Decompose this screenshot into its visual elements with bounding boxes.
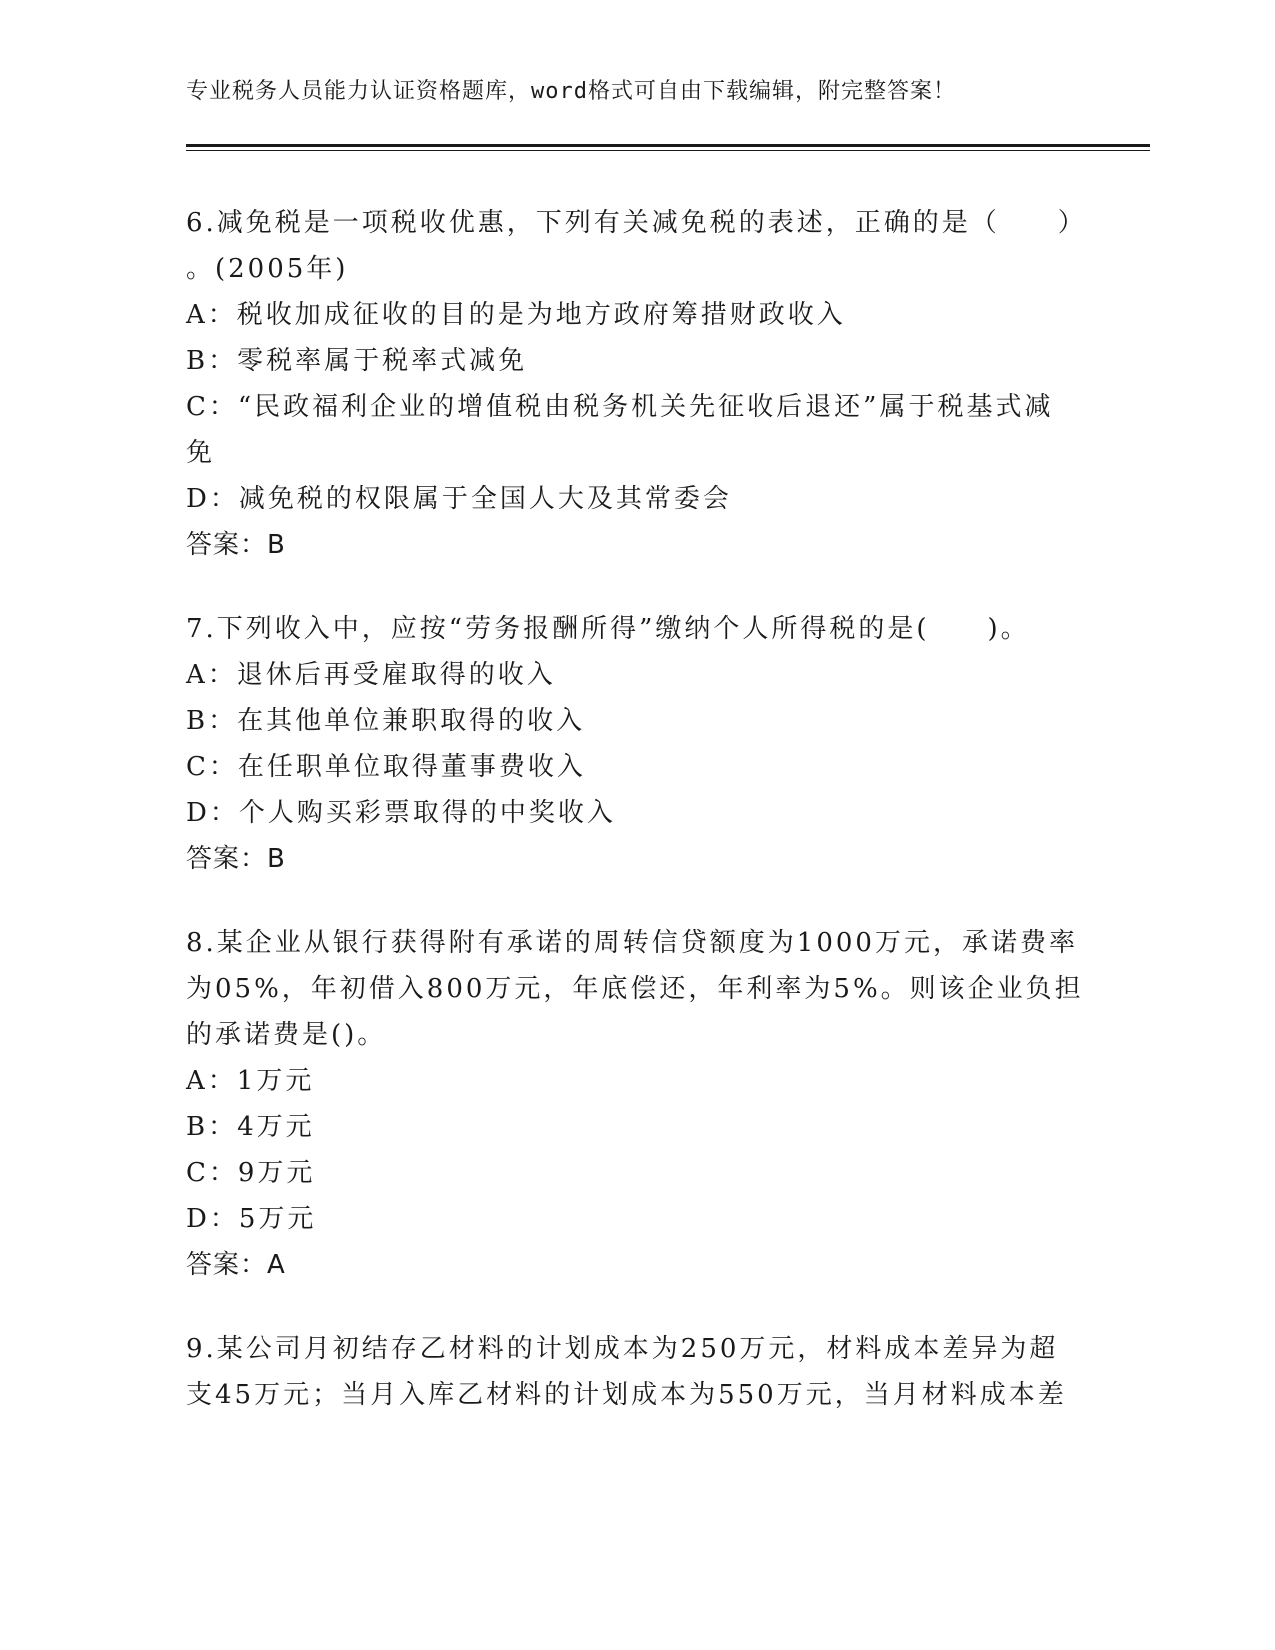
question-stem: 。(2005年) <box>186 254 349 284</box>
question-stem: 9.某公司月初结存乙材料的计划成本为250万元，材料成本差异为超 <box>186 1334 1059 1364</box>
page-header: 专业税务人员能力认证资格题库，word格式可自由下载编辑，附完整答案！ <box>186 79 956 104</box>
answer: 答案：B <box>186 530 286 560</box>
option-d: D：减免税的权限属于全国人大及其常委会 <box>186 484 732 514</box>
option-c: C：在任职单位取得董事费收入 <box>186 752 586 782</box>
question-stem: 6.减免税是一项税收优惠，下列有关减免税的表述，正确的是（ ） <box>186 208 1087 238</box>
option-c-continued: 免 <box>186 438 216 468</box>
question-stem: 为05%，年初借入800万元，年底偿还，年利率为5%。则该企业负担 <box>186 974 1084 1004</box>
question-stem: 的承诺费是()。 <box>186 1020 387 1050</box>
header-divider-thick <box>186 144 1150 147</box>
header-divider-thin <box>186 150 1150 151</box>
option-b: B：4万元 <box>186 1112 315 1142</box>
answer: 答案：B <box>186 844 286 874</box>
option-b: B：在其他单位兼职取得的收入 <box>186 706 586 736</box>
option-a: A：1万元 <box>186 1066 315 1096</box>
question-6 <box>186 200 1087 568</box>
option-b: B：零税率属于税率式减免 <box>186 346 528 376</box>
option-d: D：个人购买彩票取得的中奖收入 <box>186 798 616 828</box>
option-c: C：“民政福利企业的增值税由税务机关先征收后退还”属于税基式减 <box>186 392 1054 422</box>
question-stem: 7.下列收入中，应按“劳务报酬所得”缴纳个人所得税的是( )。 <box>186 614 1030 644</box>
answer: 答案：A <box>186 1250 286 1280</box>
option-c: C：9万元 <box>186 1158 316 1188</box>
question-stem: 8.某企业从银行获得附有承诺的周转信贷额度为1000万元，承诺费率 <box>186 928 1078 958</box>
option-a: A：退休后再受雇取得的收入 <box>186 660 556 690</box>
question-stem: 支45万元；当月入库乙材料的计划成本为550万元，当月材料成本差 <box>186 1380 1067 1410</box>
option-a: A：税收加成征收的目的是为地方政府筹措财政收入 <box>186 300 846 330</box>
option-d: D：5万元 <box>186 1204 317 1234</box>
question-9 <box>186 1326 1066 1418</box>
question-8 <box>186 920 1084 1288</box>
question-7 <box>186 606 1066 882</box>
question-list <box>186 200 1087 1456</box>
